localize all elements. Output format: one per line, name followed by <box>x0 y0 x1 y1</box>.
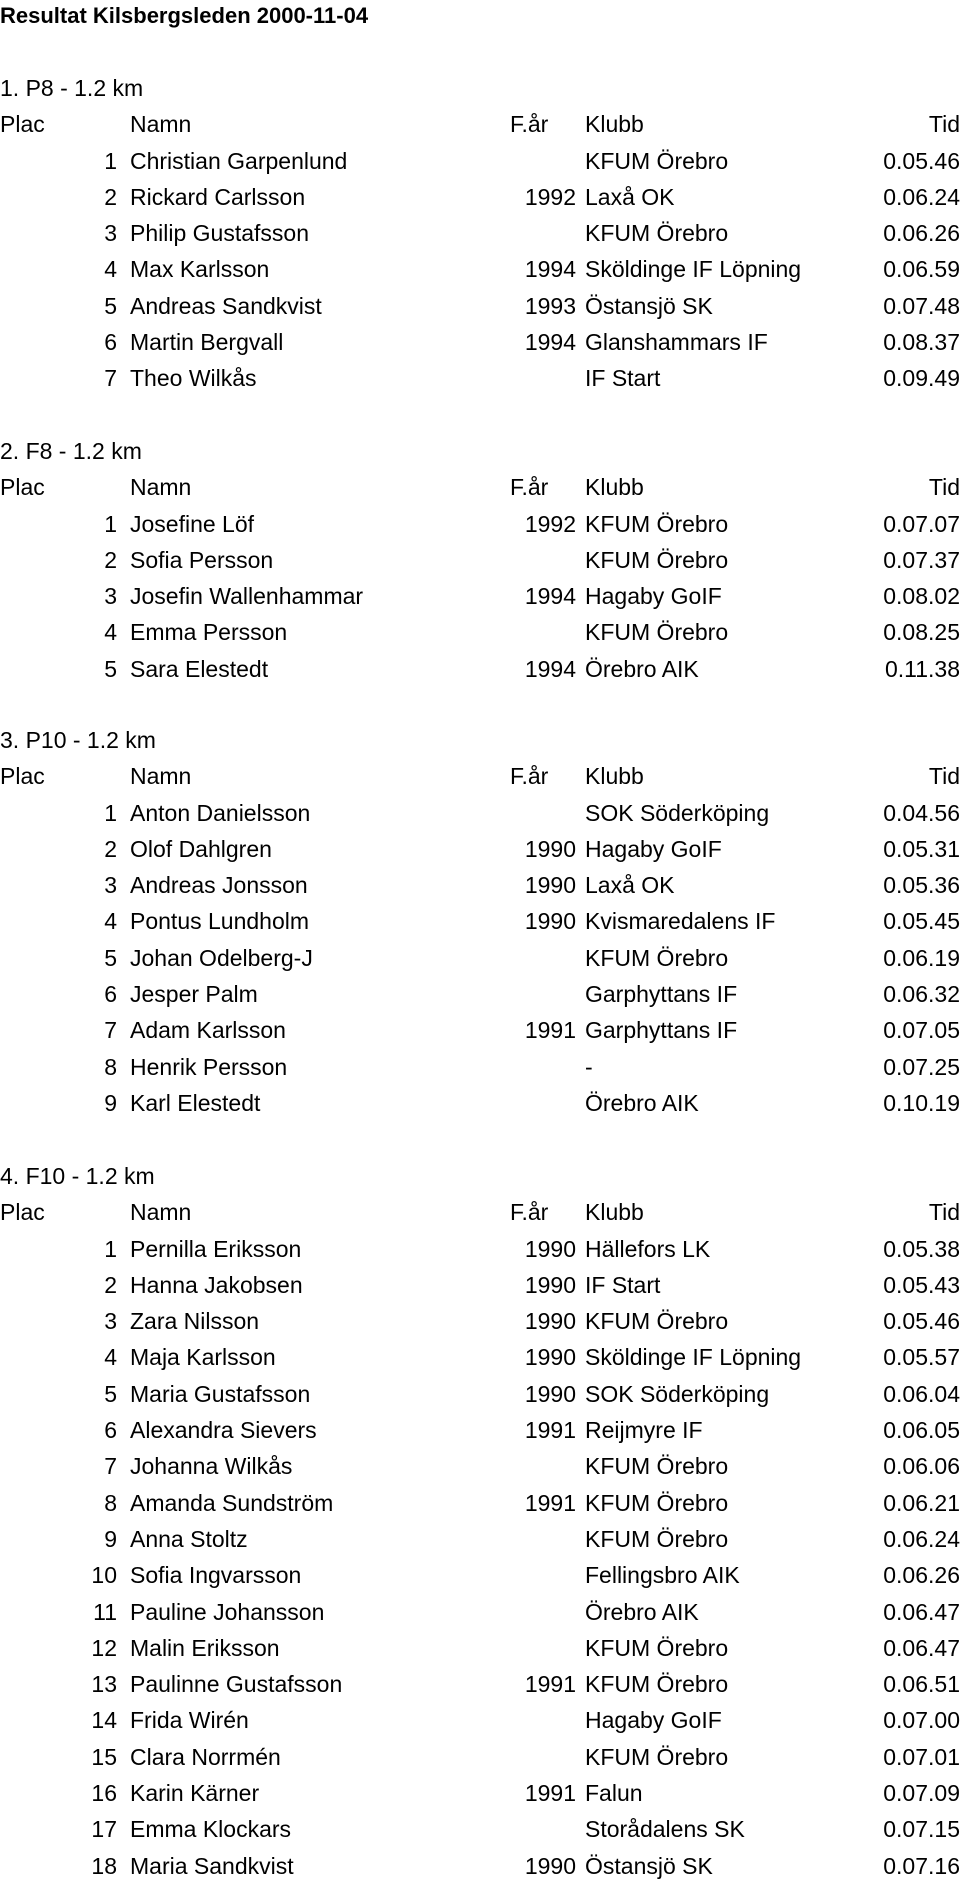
result-plac: 2 <box>104 183 117 210</box>
result-plac: 13 <box>91 1671 117 1698</box>
result-time: 0.06.06 <box>883 1453 960 1480</box>
result-time: 0.08.37 <box>883 329 960 356</box>
result-club: Glanshammars IF <box>585 329 768 356</box>
column-header-year: F.år <box>510 474 549 501</box>
result-plac: 7 <box>104 1017 117 1044</box>
column-header-year: F.år <box>510 111 549 138</box>
result-time: 0.05.43 <box>883 1271 960 1298</box>
result-time: 0.07.09 <box>883 1780 960 1807</box>
result-club: KFUM Örebro <box>585 220 729 247</box>
result-plac: 3 <box>104 583 117 610</box>
result-plac: 7 <box>104 1453 117 1480</box>
result-plac: 1 <box>104 1235 117 1262</box>
result-row <box>0 1594 960 1630</box>
result-year: 1990 <box>524 1235 576 1262</box>
result-plac: 5 <box>104 944 117 971</box>
result-plac: 5 <box>104 292 117 319</box>
result-time: 0.05.45 <box>883 908 960 935</box>
result-plac: 6 <box>104 981 117 1008</box>
result-name: Henrik Persson <box>130 1053 288 1080</box>
result-plac: 18 <box>91 1852 117 1879</box>
result-club: Reijmyre IF <box>585 1417 703 1444</box>
result-club: KFUM Örebro <box>585 1634 729 1661</box>
result-year: 1991 <box>524 1671 576 1698</box>
result-plac: 1 <box>104 510 117 537</box>
result-club: Örebro AIK <box>585 1089 699 1116</box>
result-club: Östansjö SK <box>585 1852 713 1879</box>
result-club: Falun <box>585 1780 643 1807</box>
result-time: 0.06.59 <box>883 256 960 283</box>
result-name: Karl Elestedt <box>130 1089 261 1116</box>
column-header-klubb: Klubb <box>585 111 644 138</box>
result-row <box>0 1376 960 1412</box>
result-name: Andreas Sandkvist <box>130 292 322 319</box>
result-name: Anna Stoltz <box>130 1525 248 1552</box>
column-header-klubb: Klubb <box>585 1199 644 1226</box>
result-row <box>0 1231 960 1267</box>
result-club: IF Start <box>585 365 661 392</box>
column-header-namn: Namn <box>130 474 192 501</box>
result-year: 1990 <box>524 1308 576 1335</box>
result-year: 1992 <box>524 183 576 210</box>
result-time: 0.07.48 <box>883 292 960 319</box>
result-row <box>0 360 960 396</box>
result-club: Garphyttans IF <box>585 981 738 1008</box>
column-header-tid: Tid <box>928 474 960 501</box>
result-name: Johan Odelberg-J <box>130 944 313 971</box>
result-row <box>0 1775 960 1811</box>
result-row <box>0 651 960 687</box>
result-name: Pauline Johansson <box>130 1598 325 1625</box>
result-row <box>0 1049 960 1085</box>
section-heading: 2. F8 - 1.2 km <box>0 438 142 464</box>
result-time: 0.07.05 <box>883 1017 960 1044</box>
result-row <box>0 1630 960 1666</box>
result-club: KFUM Örebro <box>585 147 729 174</box>
result-row <box>0 831 960 867</box>
result-row <box>0 324 960 360</box>
result-year: 1994 <box>524 329 576 356</box>
result-time: 0.06.47 <box>883 1634 960 1661</box>
result-row <box>0 179 960 215</box>
result-name: Martin Bergvall <box>130 329 284 356</box>
result-plac: 6 <box>104 1417 117 1444</box>
result-club: Laxå OK <box>585 183 675 210</box>
result-club: KFUM Örebro <box>585 1525 729 1552</box>
result-plac: 7 <box>104 365 117 392</box>
result-club: KFUM Örebro <box>585 546 729 573</box>
result-plac: 3 <box>104 220 117 247</box>
result-year: 1991 <box>524 1417 576 1444</box>
result-time: 0.04.56 <box>883 799 960 826</box>
result-time: 0.06.04 <box>883 1380 960 1407</box>
result-time: 0.07.16 <box>883 1852 960 1879</box>
result-name: Amanda Sundström <box>130 1489 334 1516</box>
result-time: 0.05.46 <box>883 147 960 174</box>
result-row <box>0 251 960 287</box>
result-plac: 9 <box>104 1089 117 1116</box>
results-section <box>0 433 960 687</box>
result-plac: 16 <box>91 1780 117 1807</box>
result-club: IF Start <box>585 1271 661 1298</box>
column-header-klubb: Klubb <box>585 763 644 790</box>
section-heading-row <box>0 722 960 758</box>
result-plac: 15 <box>91 1743 117 1770</box>
result-row <box>0 542 960 578</box>
result-name: Pernilla Eriksson <box>130 1235 302 1262</box>
result-club: Hagaby GoIF <box>585 583 722 610</box>
result-year: 1992 <box>524 510 576 537</box>
section-heading: 1. P8 - 1.2 km <box>0 75 144 101</box>
result-row <box>0 1811 960 1847</box>
result-name: Josefin Wallenhammar <box>130 583 364 610</box>
result-club: KFUM Örebro <box>585 1671 729 1698</box>
results-section <box>0 1158 960 1884</box>
result-plac: 4 <box>104 908 117 935</box>
result-plac: 2 <box>104 1271 117 1298</box>
result-row <box>0 940 960 976</box>
section-heading: 3. P10 - 1.2 km <box>0 727 156 753</box>
result-row <box>0 578 960 614</box>
result-club: Laxå OK <box>585 872 675 899</box>
result-name: Sara Elestedt <box>130 655 269 682</box>
result-row <box>0 288 960 324</box>
result-year: 1994 <box>524 655 576 682</box>
result-plac: 17 <box>91 1816 117 1843</box>
result-club: KFUM Örebro <box>585 1743 729 1770</box>
result-time: 0.06.24 <box>883 183 960 210</box>
result-row <box>0 976 960 1012</box>
results-section <box>0 722 960 1121</box>
result-plac: 1 <box>104 147 117 174</box>
result-time: 0.08.02 <box>883 583 960 610</box>
result-row <box>0 215 960 251</box>
result-club: Sköldinge IF Löpning <box>585 1344 802 1371</box>
result-name: Rickard Carlsson <box>130 183 306 210</box>
result-plac: 5 <box>104 655 117 682</box>
result-time: 0.06.26 <box>883 1562 960 1589</box>
result-row <box>0 1848 960 1884</box>
result-name: Sofia Ingvarsson <box>130 1562 302 1589</box>
result-plac: 11 <box>93 1598 117 1625</box>
result-row <box>0 867 960 903</box>
result-club: Storådalens SK <box>585 1816 745 1843</box>
column-header-row <box>0 758 960 794</box>
result-name: Maria Gustafsson <box>130 1380 311 1407</box>
result-time: 0.06.26 <box>883 220 960 247</box>
result-name: Pontus Lundholm <box>130 908 310 935</box>
result-time: 0.07.25 <box>883 1053 960 1080</box>
result-time: 0.06.51 <box>883 1671 960 1698</box>
result-name: Alexandra Sievers <box>130 1417 317 1444</box>
result-plac: 8 <box>104 1053 117 1080</box>
result-row <box>0 795 960 831</box>
result-row <box>0 1702 960 1738</box>
result-row <box>0 1521 960 1557</box>
result-club: KFUM Örebro <box>585 944 729 971</box>
result-plac: 6 <box>104 329 117 356</box>
column-header-plac: Plac <box>0 474 45 501</box>
result-row <box>0 614 960 650</box>
result-name: Christian Garpenlund <box>130 147 348 174</box>
result-time: 0.09.49 <box>883 365 960 392</box>
result-row <box>0 1557 960 1593</box>
result-plac: 1 <box>104 799 117 826</box>
result-row <box>0 143 960 179</box>
result-time: 0.07.15 <box>883 1816 960 1843</box>
result-name: Andreas Jonsson <box>130 872 308 899</box>
result-time: 0.07.00 <box>883 1707 960 1734</box>
result-name: Frida Wirén <box>130 1707 249 1734</box>
result-name: Karin Kärner <box>130 1780 260 1807</box>
result-name: Josefine Löf <box>130 510 255 537</box>
result-row <box>0 1412 960 1448</box>
result-name: Adam Karlsson <box>130 1017 286 1044</box>
result-club: Fellingsbro AIK <box>585 1562 740 1589</box>
result-club: KFUM Örebro <box>585 619 729 646</box>
result-name: Maria Sandkvist <box>130 1852 294 1879</box>
results-section <box>0 70 960 397</box>
result-year: 1990 <box>524 872 576 899</box>
result-name: Emma Klockars <box>130 1816 292 1843</box>
result-plac: 3 <box>104 872 117 899</box>
column-header-plac: Plac <box>0 1199 45 1226</box>
result-name: Emma Persson <box>130 619 288 646</box>
result-row <box>0 1485 960 1521</box>
result-name: Olof Dahlgren <box>130 835 272 862</box>
column-header-klubb: Klubb <box>585 474 644 501</box>
result-club: SOK Söderköping <box>585 1380 770 1407</box>
column-header-tid: Tid <box>928 763 960 790</box>
result-row <box>0 1666 960 1702</box>
result-plac: 5 <box>104 1380 117 1407</box>
result-year: 1993 <box>524 292 576 319</box>
result-row <box>0 1339 960 1375</box>
result-year: 1990 <box>524 1380 576 1407</box>
result-plac: 8 <box>104 1489 117 1516</box>
result-club: KFUM Örebro <box>585 1308 729 1335</box>
result-time: 0.07.07 <box>883 510 960 537</box>
result-year: 1994 <box>524 256 576 283</box>
result-time: 0.06.24 <box>883 1525 960 1552</box>
result-time: 0.06.19 <box>883 944 960 971</box>
result-club: Sköldinge IF Löpning <box>585 256 802 283</box>
result-name: Anton Danielsson <box>130 799 311 826</box>
result-time: 0.05.46 <box>883 1308 960 1335</box>
result-time: 0.11.38 <box>884 655 960 682</box>
column-header-year: F.år <box>510 763 549 790</box>
result-year: 1990 <box>524 1852 576 1879</box>
result-club: Kvismaredalens IF <box>585 908 776 935</box>
result-year: 1990 <box>524 1271 576 1298</box>
column-header-namn: Namn <box>130 763 192 790</box>
section-heading: 4. F10 - 1.2 km <box>0 1163 155 1189</box>
result-row <box>0 1448 960 1484</box>
section-heading-row <box>0 1158 960 1194</box>
result-time: 0.06.05 <box>883 1417 960 1444</box>
column-header-plac: Plac <box>0 763 45 790</box>
result-name: Johanna Wilkås <box>130 1453 293 1480</box>
result-club: Hällefors LK <box>585 1235 711 1262</box>
result-year: 1991 <box>524 1017 576 1044</box>
result-year: 1994 <box>524 583 576 610</box>
result-club: - <box>585 1053 593 1080</box>
result-time: 0.07.37 <box>883 546 960 573</box>
result-row <box>0 1012 960 1048</box>
result-club: Hagaby GoIF <box>585 835 722 862</box>
section-heading-row <box>0 433 960 469</box>
result-name: Jesper Palm <box>130 981 258 1008</box>
result-plac: 4 <box>104 1344 117 1371</box>
column-header-tid: Tid <box>928 1199 960 1226</box>
result-club: Örebro AIK <box>585 1598 699 1625</box>
result-club: KFUM Örebro <box>585 1453 729 1480</box>
result-plac: 14 <box>91 1707 117 1734</box>
result-time: 0.05.57 <box>883 1344 960 1371</box>
result-time: 0.05.38 <box>883 1235 960 1262</box>
result-club: Hagaby GoIF <box>585 1707 722 1734</box>
column-header-tid: Tid <box>928 111 960 138</box>
result-year: 1990 <box>524 908 576 935</box>
result-time: 0.06.32 <box>883 981 960 1008</box>
column-header-row <box>0 1194 960 1230</box>
result-club: Östansjö SK <box>585 292 713 319</box>
result-club: Örebro AIK <box>585 655 699 682</box>
result-row <box>0 1085 960 1121</box>
result-year: 1990 <box>524 1344 576 1371</box>
result-time: 0.10.19 <box>883 1089 960 1116</box>
result-name: Zara Nilsson <box>130 1308 260 1335</box>
result-time: 0.06.47 <box>883 1598 960 1625</box>
result-club: KFUM Örebro <box>585 510 729 537</box>
result-row <box>0 506 960 542</box>
result-name: Max Karlsson <box>130 256 270 283</box>
result-plac: 10 <box>91 1562 117 1589</box>
column-header-namn: Namn <box>130 1199 192 1226</box>
result-plac: 9 <box>104 1525 117 1552</box>
result-year: 1990 <box>524 835 576 862</box>
column-header-namn: Namn <box>130 111 192 138</box>
column-header-row <box>0 106 960 142</box>
result-time: 0.08.25 <box>883 619 960 646</box>
result-time: 0.06.21 <box>883 1489 960 1516</box>
result-row <box>0 903 960 939</box>
result-name: Maja Karlsson <box>130 1344 276 1371</box>
result-name: Paulinne Gustafsson <box>130 1671 343 1698</box>
section-heading-row <box>0 70 960 106</box>
result-plac: 12 <box>91 1634 117 1661</box>
result-year: 1991 <box>524 1780 576 1807</box>
result-year: 1991 <box>524 1489 576 1516</box>
result-club: KFUM Örebro <box>585 1489 729 1516</box>
column-header-year: F.år <box>510 1199 549 1226</box>
result-time: 0.05.31 <box>883 835 960 862</box>
column-header-plac: Plac <box>0 111 45 138</box>
result-name: Hanna Jakobsen <box>130 1271 303 1298</box>
result-row <box>0 1303 960 1339</box>
result-name: Sofia Persson <box>130 546 274 573</box>
result-club: Garphyttans IF <box>585 1017 738 1044</box>
result-name: Theo Wilkås <box>130 365 257 392</box>
result-plac: 2 <box>104 835 117 862</box>
result-plac: 3 <box>104 1308 117 1335</box>
result-time: 0.05.36 <box>883 872 960 899</box>
result-plac: 4 <box>104 256 117 283</box>
document-title: Resultat Kilsbergsleden 2000-11-04 <box>0 3 369 28</box>
result-name: Clara Norrmén <box>130 1743 281 1770</box>
result-row <box>0 1739 960 1775</box>
result-plac: 4 <box>104 619 117 646</box>
result-row <box>0 1267 960 1303</box>
result-plac: 2 <box>104 546 117 573</box>
result-club: SOK Söderköping <box>585 799 770 826</box>
result-name: Philip Gustafsson <box>130 220 309 247</box>
result-time: 0.07.01 <box>883 1743 960 1770</box>
result-name: Malin Eriksson <box>130 1634 280 1661</box>
column-header-row <box>0 469 960 505</box>
